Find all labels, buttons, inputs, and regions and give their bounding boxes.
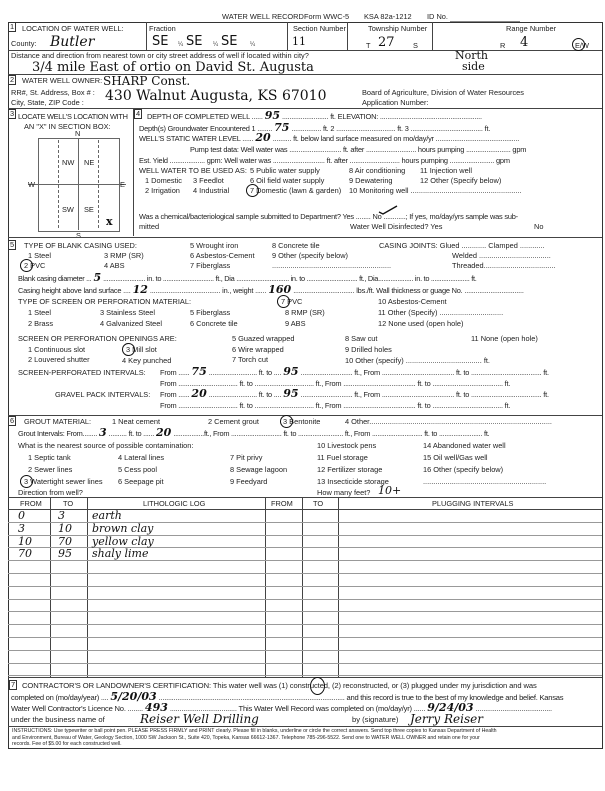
- signature-label: by (signature): [352, 715, 399, 724]
- distance-note-2: side: [462, 60, 485, 73]
- casing-welded: Welded ...................................: [452, 251, 551, 260]
- township-value: 27: [378, 35, 395, 50]
- quarter-mark: ¼: [213, 42, 219, 48]
- casing-other-line: ..........................................................: [272, 261, 392, 270]
- log-cell-desc: earth: [92, 509, 122, 522]
- quarter-mark: ¼: [178, 42, 184, 48]
- screen-option: 9 ABS: [285, 319, 306, 328]
- contam-option: 4 Lateral lines: [118, 453, 165, 462]
- screen-selected-circle: [277, 295, 290, 308]
- divider: [8, 726, 602, 727]
- log-row-line: [8, 573, 602, 574]
- log-header-to-2: TO: [313, 499, 324, 508]
- use-option: 12 Other (Specify below): [420, 176, 502, 185]
- business-name: Reiser Well Drilling: [140, 712, 259, 726]
- log-cell-from: 10: [18, 534, 32, 548]
- opening-option: 9 Drilled holes: [345, 345, 392, 354]
- section-number: 5: [10, 240, 15, 249]
- opening-option: 11 None (open hole): [471, 334, 538, 343]
- ne-label: NE: [84, 158, 95, 167]
- casing-height-line: Casing height above land surface .... 12 ...................................... in., weight ...... 160 ................................. lbs./ft. Wall thickness or guage No. ................................: [18, 283, 524, 296]
- casing-option: 4 ABS: [104, 261, 125, 270]
- log-row-line: [8, 650, 602, 651]
- completed-line: completed on (mo/day/year) .... 5/20/03 .................................................................................................... and this record is true to the best of my knowledge and belief. Kansas: [11, 690, 564, 703]
- opening-option: 3 Mill slot: [126, 345, 157, 354]
- quarter-mark: ¼: [250, 42, 256, 48]
- divider: [8, 677, 602, 678]
- casing-selected-circle: [20, 259, 33, 272]
- signature: Jerry Reiser: [410, 712, 483, 726]
- east-label: E: [120, 180, 125, 189]
- log-header-from-2: FROM: [271, 499, 293, 508]
- log-row-line: [8, 611, 602, 612]
- locate-label: LOCATE WELL'S LOCATION WITH: [18, 112, 128, 121]
- instructions-line: and Environment, Bureau of Water, Geology Section, 1000 SW Jackson St., Suite 420, Topeka, Kansas 66612-1367. Telephone 785-296-5522. Send one to WATER WELL OWNER and retain one for your: [12, 735, 480, 741]
- grout-intervals-line: Grout Intervals: From........ 3 .......... ft. to ...... 20 .................ft., From ............................ ft. to ......................... ft., From ............................ ft. to ........................ ft.: [18, 426, 490, 439]
- contam-option: 11 Fuel storage: [317, 453, 368, 462]
- contam-option: 16 Other (specify below): [423, 465, 504, 474]
- sample-no-check-icon: [378, 205, 398, 215]
- screen-option: 1 Steel: [28, 308, 52, 317]
- opening-option: 7 Torch cut: [232, 355, 269, 364]
- use-option: 3 Feedlot: [193, 176, 224, 185]
- log-header-plugging: PLUGGING INTERVALS: [432, 499, 514, 508]
- use-option: 8 Air conditioning: [349, 166, 406, 175]
- static-level-line: WELL'S STATIC WATER LEVEL ...... 20 .......... ft. below land surface measured on mo/day/yr .............................................: [139, 131, 520, 144]
- owner-value: SHARP Const.: [103, 74, 191, 88]
- casing-option: 2 PVC: [24, 261, 46, 270]
- diameter-value: 5: [93, 271, 102, 284]
- section-number-value: 11: [292, 35, 306, 48]
- use-option: 2 Irrigation: [145, 186, 180, 195]
- screen-option: 11 Other (Specify) ...............................: [378, 308, 504, 317]
- se-label: SE: [84, 205, 94, 214]
- casing-option: 9 Other (specify below): [272, 251, 348, 260]
- use-option: 9 Dewatering: [349, 176, 393, 185]
- log-row-line: [8, 560, 602, 561]
- gravel-from: 20: [191, 387, 207, 400]
- contam-option: 3 Watertight sewer lines: [24, 477, 103, 486]
- log-cell-to: 3: [58, 509, 65, 522]
- screen-label: TYPE OF SCREEN OR PERFORATION MATERIAL:: [18, 297, 192, 306]
- gravel-to: 95: [283, 387, 299, 400]
- divider: [432, 22, 433, 50]
- certification-line: CONTRACTOR'S OR LANDOWNER'S CERTIFICATION: This water well was (1) constructed, (2) reconstructed, or (3) plugged under my jurisdiction and was: [22, 681, 537, 690]
- form-number: Form WWC-5: [304, 12, 350, 21]
- licence-line: Water Well Contractor's Licence No. ........ 493 ................................... This Water Well Record was completed on (mo/day/yr) ...... 9/24/03 ........................................: [11, 701, 552, 714]
- divider: [347, 22, 348, 50]
- county-value: Butler: [50, 34, 95, 50]
- casing-option: 5 Wrought iron: [190, 241, 239, 250]
- casing-option: 1 Steel: [28, 251, 52, 260]
- north-label: N: [75, 129, 81, 138]
- log-cell-desc: yellow clay: [92, 534, 154, 548]
- gravel-label: GRAVEL PACK INTERVALS:: [55, 390, 151, 399]
- business-label: under the business name of: [11, 715, 105, 724]
- diameter-line: Blank casing diameter ... 5 ........................ in. to ............................. ft., Dia .............................. in. to ............................. ft., Dia.................... in. to ...................... ft.: [18, 271, 477, 284]
- screen-option: 4 Galvanized Steel: [100, 319, 163, 328]
- openings-label: SCREEN OR PERFORATION OPENINGS ARE:: [18, 334, 177, 343]
- address-label: RR#, St. Address, Box # :: [11, 88, 95, 97]
- divider: [8, 74, 602, 75]
- depth-value: 95: [264, 109, 281, 122]
- log-cell-from: 3: [18, 521, 25, 535]
- static-level-value: 20: [255, 131, 271, 144]
- casing-option: 7 Fiberglass: [190, 261, 231, 270]
- contam-option: 8 Sewage lagoon: [230, 465, 288, 474]
- city-label: City, State, ZIP Code :: [11, 98, 84, 107]
- screen-option: 7 PVC: [281, 297, 303, 306]
- divider: [133, 108, 134, 236]
- use-option: 4 Industrial: [193, 186, 230, 195]
- pump-test-line: Pump test data: Well water was ............................ ft. after ........................... hours pumping ........................ gpm: [190, 145, 527, 154]
- log-cell-desc: shaly lime: [92, 547, 149, 561]
- perforated-to: 95: [283, 365, 299, 378]
- log-row-line: [8, 663, 602, 664]
- log-row-line: [8, 599, 602, 600]
- log-row-line: [8, 624, 602, 625]
- south-label: S: [76, 231, 81, 240]
- locate-label-2: AN "X" IN SECTION BOX:: [24, 122, 111, 131]
- fraction-value-3: SE: [221, 34, 238, 49]
- screen-option: 10 Asbestos-Cement: [378, 297, 447, 306]
- log-cell-from: 0: [18, 509, 25, 522]
- west-label: W: [28, 180, 35, 189]
- contam-option: 7 Pit privy: [230, 453, 263, 462]
- sample-line-2: mitted: [139, 222, 160, 231]
- use-option: 6 Oil field water supply: [250, 176, 325, 185]
- casing-height-value: 12: [132, 283, 148, 296]
- opening-option: 10 Other (specify) ..................................... ft.: [345, 356, 490, 365]
- casing-option: 3 RMP (SR): [104, 251, 144, 260]
- licence-value: 493: [144, 701, 168, 714]
- direction-label: Direction from well?: [18, 488, 83, 497]
- casing-label: TYPE OF BLANK CASING USED:: [24, 241, 137, 250]
- contam-option: 1 Septic tank: [28, 453, 71, 462]
- sw-label: SW: [62, 205, 74, 214]
- contam-option: 9 Feedyard: [230, 477, 268, 486]
- log-row-line: [8, 586, 602, 587]
- section-number: 2: [10, 75, 15, 84]
- range-value: 4: [520, 35, 529, 50]
- opening-selected-circle: [122, 343, 135, 356]
- owner-label: WATER WELL OWNER:: [22, 76, 103, 85]
- casing-option: 8 Concrete tile: [272, 241, 320, 250]
- log-cell-from: 70: [18, 547, 32, 561]
- divider: [8, 108, 602, 109]
- perforated-from: 75: [191, 365, 207, 378]
- log-header-from: FROM: [20, 499, 42, 508]
- township-label: Township Number: [368, 24, 428, 33]
- contamination-label: What is the nearest source of possible contamination:: [18, 441, 194, 450]
- fraction-label: Fraction: [149, 24, 176, 33]
- screen-option: 6 Concrete tile: [190, 319, 238, 328]
- groundwater-line: Depth(s) Groundwater Encountered 1 ........ 75 ................ ft. 2 ................................ ft. 3 ....................................... ft.: [139, 121, 491, 134]
- well-location-mark: x: [106, 215, 113, 228]
- log-header-to: TO: [63, 499, 74, 508]
- perforated-label: SCREEN-PERFORATED INTERVALS:: [18, 368, 146, 377]
- section-number-label: Section Number: [293, 24, 346, 33]
- depth-line: DEPTH OF COMPLETED WELL ...... 95 ......................... ft. ELEVATION: .......................................................: [147, 109, 482, 122]
- feet-value: 10+: [378, 484, 402, 497]
- board-label: Board of Agriculture, Division of Water Resources: [362, 88, 524, 97]
- yield-line: Est. Yield ................... gpm: Well water was ............................ ft. after ........................... hours pumping ........................ gpm: [139, 156, 510, 165]
- distance-label: Distance and direction from nearest town or city street address of well if located within city?: [11, 51, 309, 60]
- opening-option: 4 Key punched: [122, 356, 172, 365]
- grout-label: GROUT MATERIAL:: [24, 417, 92, 426]
- section-number: 1: [10, 22, 15, 31]
- grout-option: 1 Neat cement: [112, 417, 161, 426]
- interval-line: From ...... 20 .......................... ft. to .... 95 ............................ ft., From ....................................... ft. to ...................................... ft.: [160, 387, 549, 400]
- fraction-value-2: SE: [186, 34, 203, 49]
- contam-option: 15 Oil well/Gas well: [423, 453, 488, 462]
- quarter-line: [98, 140, 99, 228]
- contam-option: 12 Fertilizer storage: [317, 465, 383, 474]
- log-cell-to: 95: [58, 547, 72, 561]
- opening-option: 5 Guazed wrapped: [232, 334, 295, 343]
- quarter-line: [58, 140, 59, 228]
- grout-option: 2 Cement grout: [208, 417, 259, 426]
- address-value: 430 Walnut Augusta, KS 67010: [105, 88, 327, 104]
- divider: [8, 497, 602, 498]
- interval-line: From ................................ ft. to ................................ ft., From ....................................... ft. to ...................................... ft.: [160, 379, 511, 388]
- nw-label: NW: [62, 158, 75, 167]
- section-number: 4: [136, 109, 141, 118]
- use-option: 5 Public water supply: [250, 166, 320, 175]
- instructions-line: INSTRUCTIONS: Use typewriter or ball point pen. PLEASE PRESS FIRMLY and PRINT clearly. Please fill in blanks, underline or circle the correct answers. Send top three copies to Kansas Department of Health: [12, 728, 497, 734]
- casing-option: 6 Asbestos-Cement: [190, 251, 255, 260]
- divider: [8, 237, 602, 238]
- distance-value: 3/4 mile East of ortio on David St. Augusta: [32, 60, 314, 75]
- range-r: R: [500, 41, 506, 50]
- grout-option: 4 Other.........................................................................................: [345, 417, 552, 426]
- instructions-line: records. Fee of $5.00 for each constructed well.: [12, 741, 122, 747]
- grout-option: 3 Bentonite: [283, 417, 321, 426]
- casing-threaded: Threaded...................................: [452, 261, 556, 270]
- contam-option: 13 Insecticide storage: [317, 477, 389, 486]
- log-cell-desc: brown clay: [92, 521, 154, 535]
- contam-option: 14 Abandoned water well: [423, 441, 506, 450]
- use-selected-circle: [246, 184, 259, 197]
- section-number: 7: [11, 680, 16, 689]
- grout-from: 3: [99, 426, 107, 439]
- opening-option: 2 Louvered shutter: [28, 355, 90, 364]
- interval-line: From ...... 75 .......................... ft. to .... 95 ............................ ft., From ....................................... ft. to ...................................... ft.: [160, 365, 549, 378]
- feet-label: How many feet?: [317, 488, 371, 497]
- log-cell-to: 10: [58, 521, 72, 535]
- id-label: ID No.: [427, 12, 448, 21]
- screen-option: 8 RMP (SR): [285, 308, 325, 317]
- screen-option: 5 Fiberglass: [190, 308, 231, 317]
- contam-option: 10 Livestock pens: [317, 441, 377, 450]
- location-label: LOCATION OF WATER WELL:: [22, 24, 124, 33]
- grout-to: 20: [156, 426, 172, 439]
- use-label: WELL WATER TO BE USED AS:: [139, 166, 247, 175]
- contam-other-line: ............................................................: [423, 477, 547, 486]
- county-label: County:: [11, 39, 37, 48]
- distance-note-1: North: [455, 49, 489, 62]
- township-s: S: [413, 41, 418, 50]
- grout-selected-circle: [280, 415, 293, 428]
- opening-option: 6 Wire wrapped: [232, 345, 284, 354]
- screen-option: 3 Stainless Steel: [100, 308, 156, 317]
- section-box-horizontal: [28, 184, 126, 185]
- groundwater-value: 75: [274, 121, 290, 134]
- divider: [146, 22, 147, 50]
- range-ew: E/W: [575, 41, 589, 50]
- log-cell-to: 70: [58, 534, 72, 548]
- use-option: 10 Monitoring well ......................................................: [349, 186, 522, 195]
- use-option: 1 Domestic: [145, 176, 182, 185]
- disinfected-label: Water Well Disinfected? Yes: [350, 222, 443, 231]
- sample-line: Was a chemical/bacteriological sample submitted to Department? Yes ........ No ............; If yes, mo/day/yrs sample was sub-: [139, 212, 518, 221]
- township-t: T: [366, 41, 371, 50]
- application-label: Application Number:: [362, 98, 429, 107]
- interval-line: From ................................ ft. to ................................ ft., From ....................................... ft. to ...................................... ft.: [160, 401, 511, 410]
- contam-selected-circle: [20, 475, 33, 488]
- casing-joints: CASING JOINTS: Glued ............ Clamped ............: [379, 241, 545, 250]
- screen-option: 12 None used (open hole): [378, 319, 464, 328]
- ksa-number: KSA 82a-1212: [364, 12, 412, 21]
- section-number: 3: [10, 109, 15, 118]
- section-number: 6: [10, 416, 15, 425]
- log-header-lithologic: LITHOLOGIC LOG: [143, 499, 206, 508]
- completed-date: 5/20/03: [110, 690, 157, 703]
- divider: [287, 22, 288, 50]
- opening-option: 1 Continuous slot: [28, 345, 86, 354]
- disinfected-no: No: [534, 222, 544, 231]
- log-row-line: [8, 637, 602, 638]
- casing-weight-value: 160: [268, 283, 292, 296]
- contam-option: 5 Cess pool: [118, 465, 158, 474]
- fraction-value-1: SE: [152, 34, 169, 49]
- record-date: 9/24/03: [427, 701, 474, 714]
- use-option: 11 Injection well: [420, 166, 473, 175]
- contam-option: 6 Seepage pit: [118, 477, 164, 486]
- divider: [8, 415, 602, 416]
- range-e-circle: [572, 38, 585, 51]
- screen-option: 2 Brass: [28, 319, 54, 328]
- opening-option: 8 Saw cut: [345, 334, 378, 343]
- range-label: Range Number: [506, 24, 557, 33]
- contam-option: 2 Sewer lines: [28, 465, 73, 474]
- form-title: WATER WELL RECORD: [222, 12, 304, 21]
- use-option: 7 Domestic (lawn & garden): [250, 186, 342, 195]
